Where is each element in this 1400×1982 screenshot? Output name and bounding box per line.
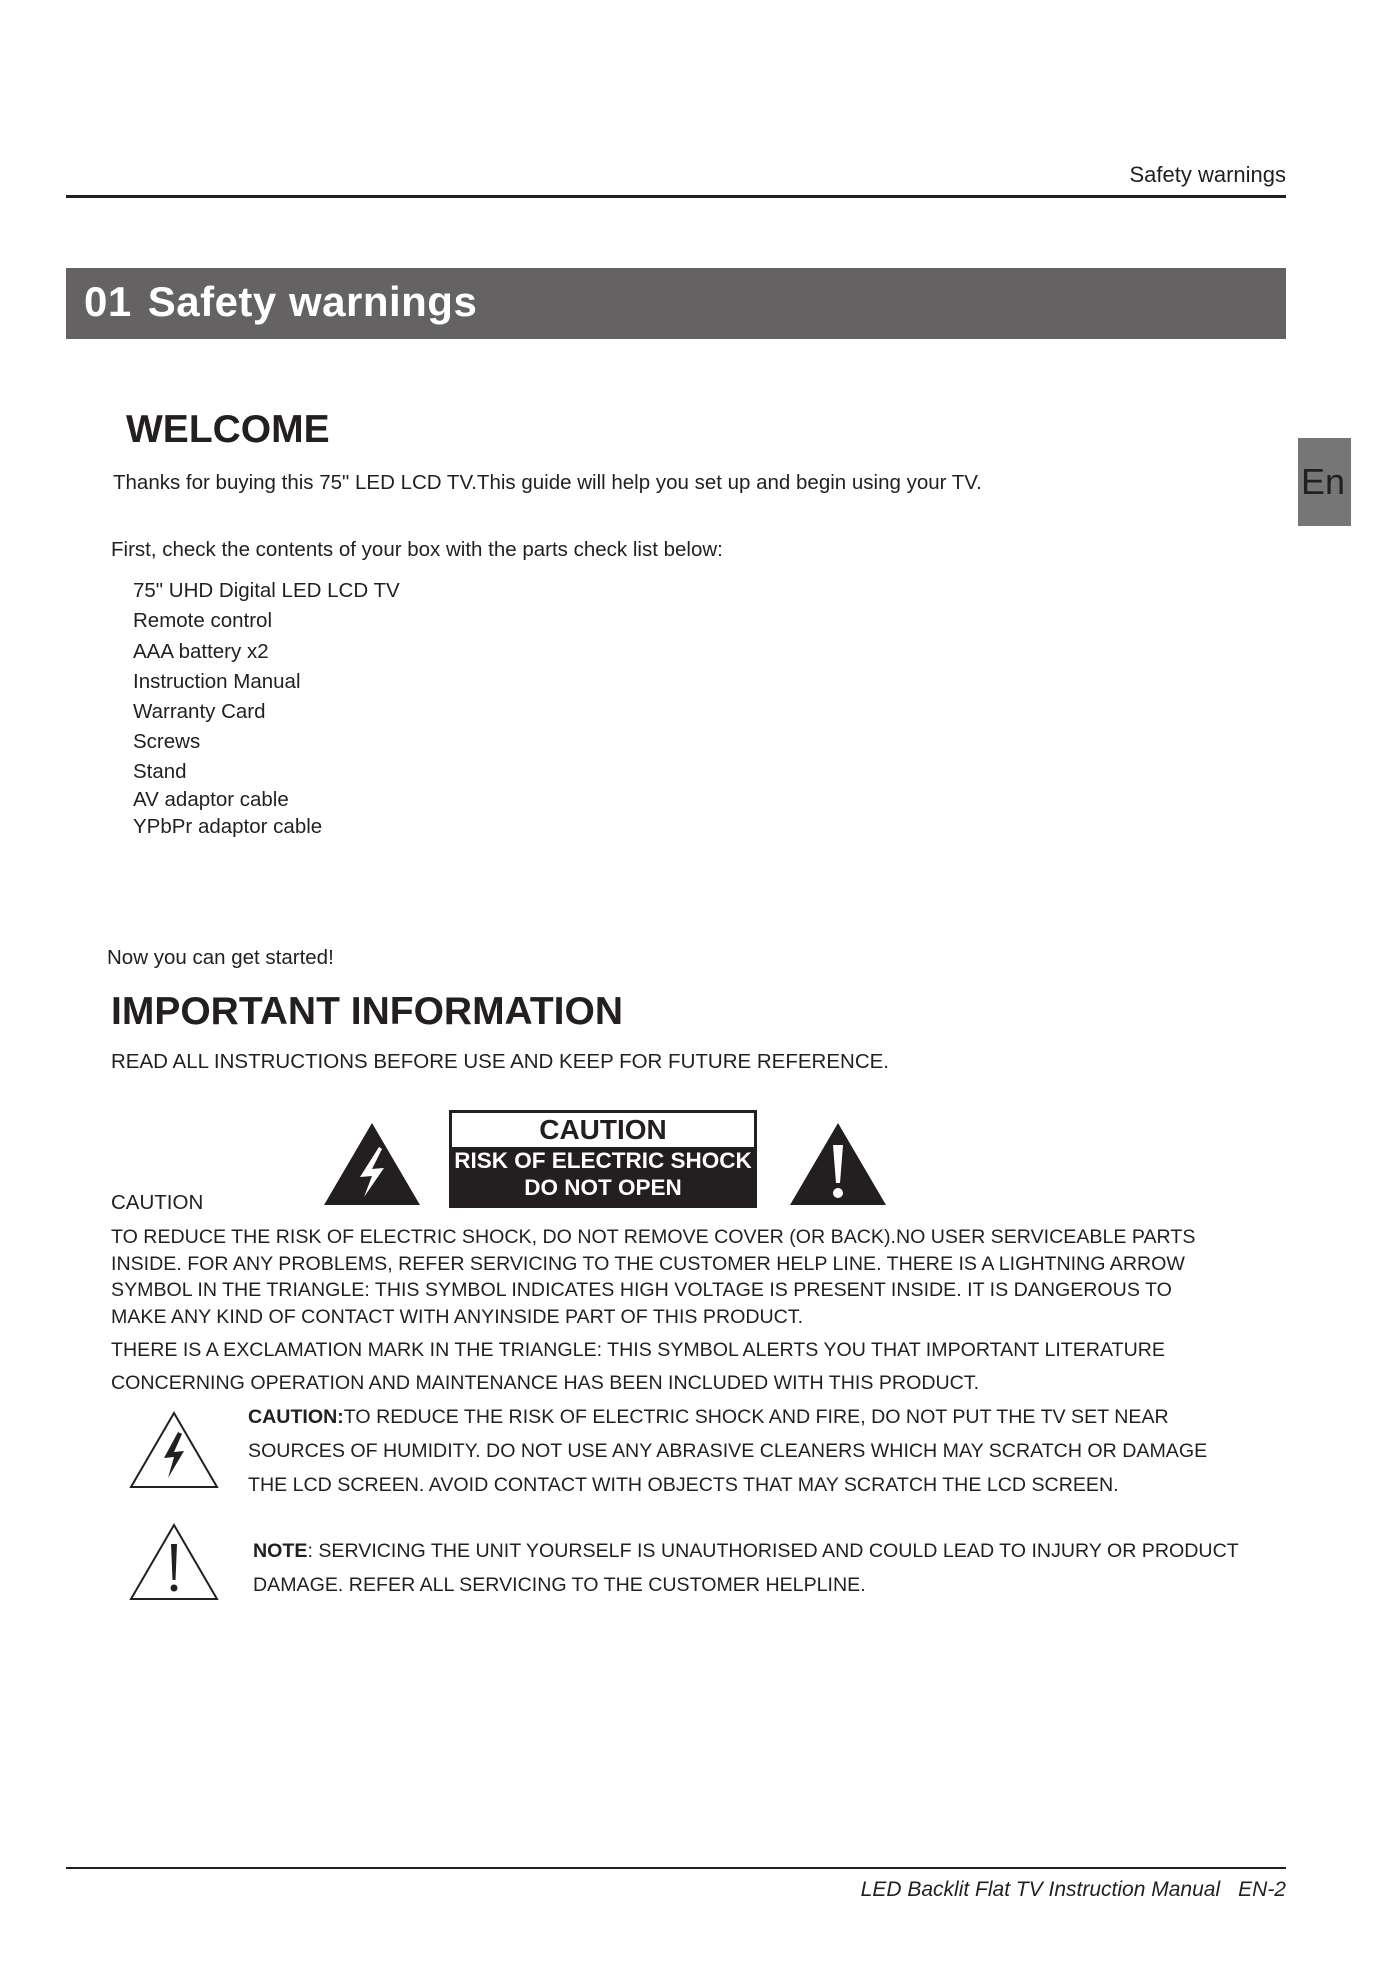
- servicing-note: [253, 1534, 1253, 1602]
- note-text: : SERVICING THE UNIT YOURSELF IS UNAUTHORISED AND COULD LEAD TO INJURY OR PRODUCT DAMAGE. REFER ALL SERVICING TO THE CUSTOMER HELPLINE.: [253, 1540, 1239, 1596]
- caution2-text: TO REDUCE THE RISK OF ELECTRIC SHOCK AND FIRE, DO NOT PUT THE TV SET NEAR SOURCES OF HUMIDITY. DO NOT USE ANY ABRASIVE CLEANERS WHICH MAY SCRATCH OR DAMAGE THE LCD SCREEN. AVOID CONTACT WITH OBJECTS THAT MAY SCRATCH THE LCD SCREEN.: [248, 1406, 1208, 1496]
- caution2-label: CAUTION:: [248, 1406, 344, 1428]
- lightning-warning-icon: [322, 1121, 422, 1207]
- caution-box-title: CAUTION: [539, 1114, 667, 1145]
- parts-list: [133, 576, 400, 840]
- header-rule: [66, 195, 1286, 198]
- page-number: EN-2: [1238, 1878, 1286, 1901]
- list-item: YPbPr adaptor cable: [133, 814, 323, 838]
- welcome-thanks: Thanks for buying this 75" LED LCD TV.This guide will help you set up and begin using your TV.: [113, 471, 982, 494]
- exclamation-warning-icon: [128, 1522, 220, 1602]
- exclamation-warning-icon: [788, 1121, 888, 1207]
- language-tab-label: En: [1301, 461, 1346, 502]
- list-item: Remote control: [133, 609, 273, 633]
- running-header: Safety warnings: [1129, 162, 1286, 187]
- footer-rule: [66, 1867, 1286, 1869]
- section-number: 01: [84, 278, 132, 325]
- lightning-warning-icon: [128, 1410, 220, 1490]
- list-item: 75" UHD Digital LED LCD TV: [133, 579, 400, 602]
- caution-box-line2: DO NOT OPEN: [524, 1175, 682, 1200]
- list-item: AV adaptor cable: [133, 787, 289, 811]
- read-all-instructions: READ ALL INSTRUCTIONS BEFORE USE AND KEEP FOR FUTURE REFERENCE.: [111, 1050, 889, 1073]
- language-tab: [1298, 438, 1351, 526]
- section-title: [84, 278, 477, 326]
- caution-label-box: [449, 1110, 757, 1208]
- manual-title: LED Backlit Flat TV Instruction Manual: [860, 1878, 1221, 1901]
- caution-label: CAUTION: [111, 1191, 204, 1214]
- page-footer: [861, 1878, 1286, 1902]
- humidity-caution: [248, 1400, 1248, 1502]
- important-heading: IMPORTANT INFORMATION: [111, 990, 623, 1033]
- shock-warning-text: TO REDUCE THE RISK OF ELECTRIC SHOCK, DO NOT REMOVE COVER (OR BACK).NO USER SERVICEABLE PARTS INSIDE. FOR ANY PROBLEMS, REFER SERVICING TO THE CUSTOMER HELP LINE. THERE IS A LIGHTNING ARROW SYMBOL IN THE TRIANGLE: THIS SYMBOL INDICATES HIGH VOLTAGE IS PRESENT INSIDE. IT IS DANGEROUS TO MAKE ANY KIND OF CONTACT WITH ANYINSIDE PART OF THIS PRODUCT.: [111, 1226, 1196, 1328]
- list-item: AAA battery x2: [133, 639, 269, 663]
- get-started-text: Now you can get started!: [107, 946, 334, 969]
- list-item: Screws: [133, 730, 201, 754]
- caution-box-body: [452, 1147, 754, 1205]
- list-item: Stand: [133, 759, 187, 783]
- caution-box-line1: RISK OF ELECTRIC SHOCK: [454, 1148, 752, 1173]
- list-item: Warranty Card: [133, 700, 266, 724]
- note-label: NOTE: [253, 1540, 308, 1562]
- welcome-heading: WELCOME: [126, 408, 330, 451]
- parts-intro: First, check the contents of your box with the parts check list below:: [111, 538, 723, 561]
- section-bar: [66, 268, 1286, 339]
- list-item: Instruction Manual: [133, 669, 301, 693]
- exclamation-explanation: THERE IS A EXCLAMATION MARK IN THE TRIANGLE: THIS SYMBOL ALERTS YOU THAT IMPORTANT LITERATURE CONCERNING OPERATION AND MAINTENANCE HAS BEEN INCLUDED WITH THIS PRODUCT.: [111, 1339, 1165, 1394]
- section-title-text: Safety warnings: [147, 278, 478, 325]
